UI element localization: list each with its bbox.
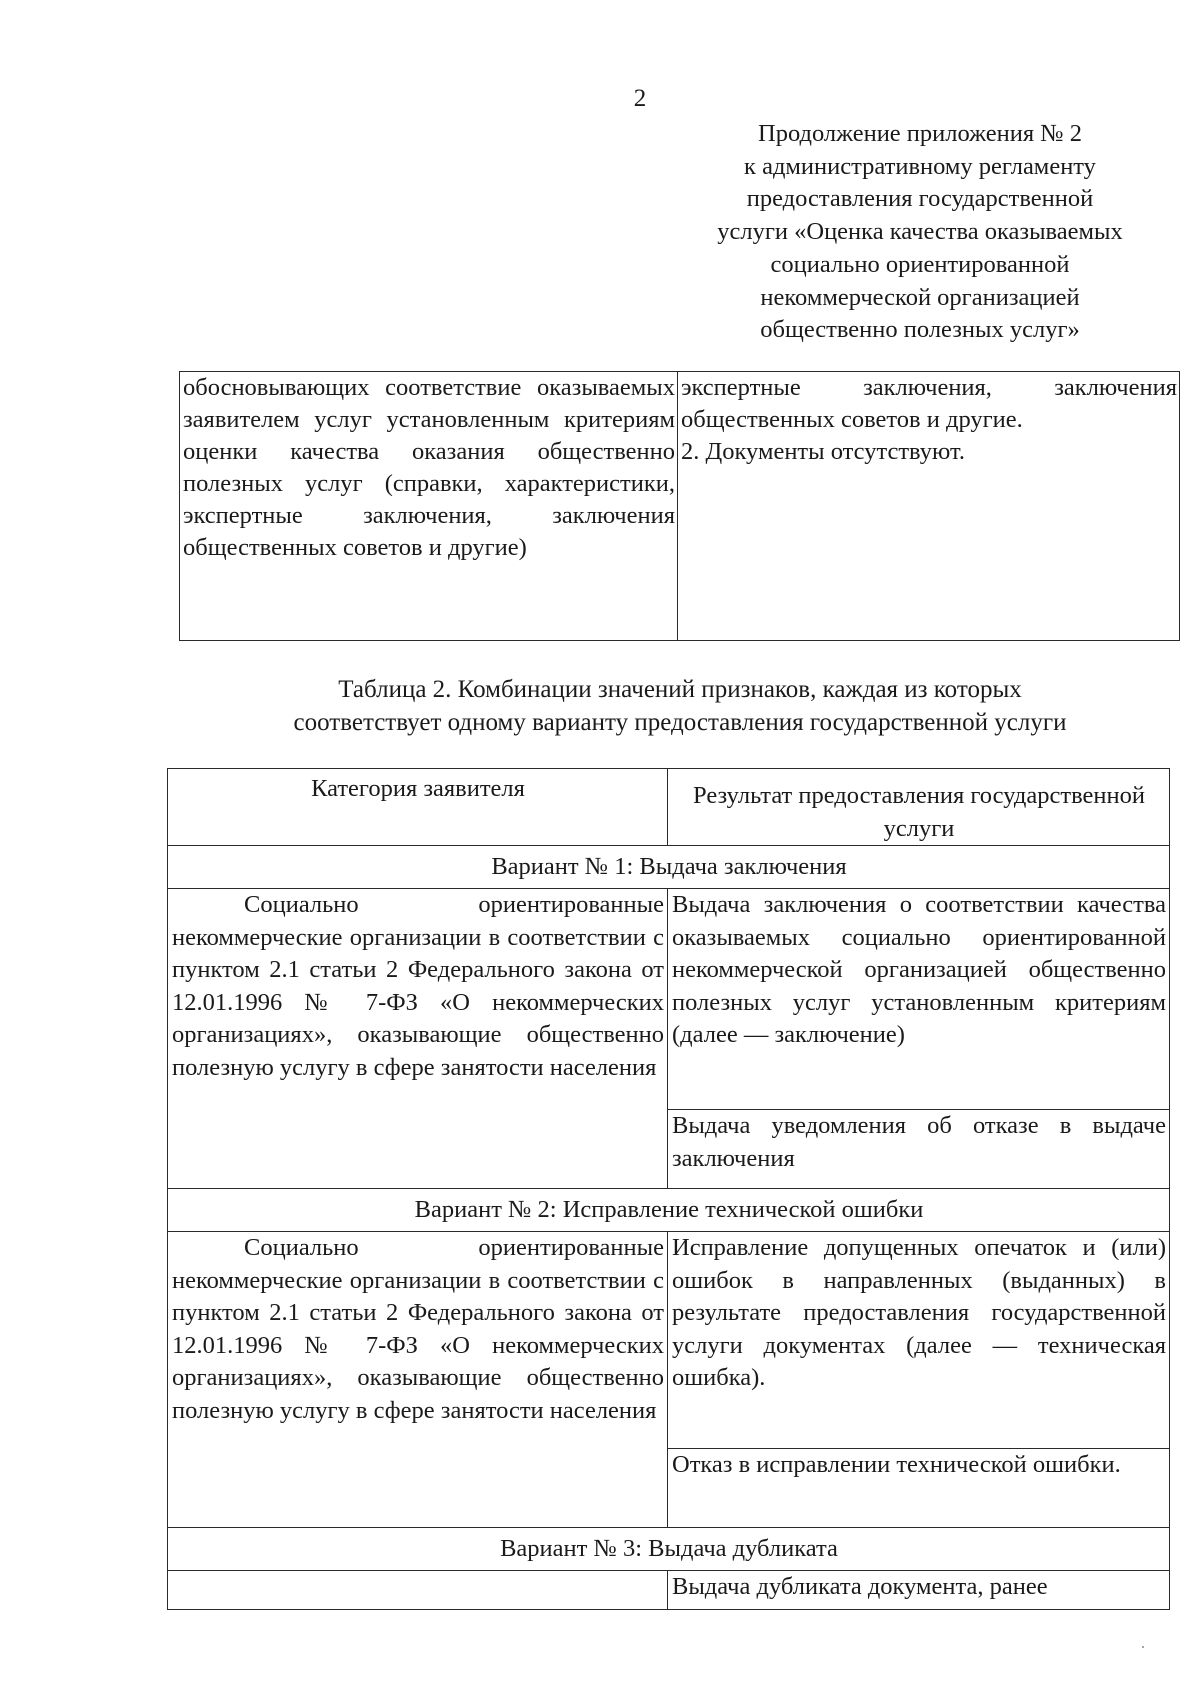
result-cell <box>668 1449 1170 1528</box>
applicant-category-cell <box>168 889 668 1189</box>
applicant-category-text: Социально ориентированные некоммерческие организации в соответствии с пунктом 2.1 статьи 2 Федерального закона от 12.01.1996 № 7-ФЗ «О некоммерческих организациях», оказывающие общественно полезную услугу в сфере занятости населения <box>172 891 664 1081</box>
appendix-line: Продолжение приложения № 2 <box>758 120 1082 147</box>
appendix-line: услуги «Оценка качества оказываемых <box>717 218 1123 246</box>
appendix-line: социально ориентированной <box>770 250 1070 278</box>
documents-left-cell <box>180 372 678 641</box>
applicant-category-cell <box>168 1232 668 1528</box>
documents-left-text: обосновывающих соответствие оказываемых заявителем услуг установленным критериям оценки качества оказания общественно полезных услуг (справки, характеристики, экспертные заключения, заключения общественных советов и другие) <box>183 374 675 561</box>
table-row <box>168 1232 1170 1449</box>
result-cell <box>668 889 1170 1110</box>
documents-right-cell <box>678 372 1180 641</box>
appendix-line: общественно полезных услуг» <box>760 316 1080 344</box>
caption-line: Таблица 2. Комбинации значений признаков, каждая из которых <box>338 676 1022 703</box>
applicant-category-cell <box>168 1571 668 1610</box>
result-text: Выдача дубликата документа, ранее <box>672 1573 1048 1600</box>
table-row <box>168 1571 1170 1610</box>
scan-speck <box>1142 1646 1144 1648</box>
result-cell <box>668 1232 1170 1449</box>
variant-row <box>168 1528 1170 1571</box>
documents-right-text: 2. Документы отсутствуют. <box>681 438 965 465</box>
documents-right-text: экспертные заключения, заключения общественных советов и другие. <box>681 374 1177 433</box>
result-cell <box>668 1110 1170 1189</box>
table-row <box>180 372 1180 641</box>
applicant-category-text: Социально ориентированные некоммерческие организации в соответствии с пунктом 2.1 статьи 2 Федерального закона от 12.01.1996 № 7-ФЗ «О некоммерческих организациях», оказывающие общественно полезную услугу в сфере занятости населения <box>172 1234 664 1424</box>
table-caption <box>180 673 1180 739</box>
variant-title: Вариант № 2: Исправление технической ошибки <box>168 1189 1170 1232</box>
caption-line: соответствует одному варианту предоставления государственной услуги <box>293 709 1067 736</box>
page-number: 2 <box>633 85 647 112</box>
appendix-line: некоммерческой организацией <box>760 283 1080 311</box>
variant-row <box>168 1189 1170 1232</box>
table-row <box>168 889 1170 1110</box>
variant-row <box>168 846 1170 889</box>
result-text: Выдача уведомления об отказе в выдаче заключения <box>672 1112 1166 1172</box>
column-header-result: Результат предоставления государственной услуги <box>668 769 1170 846</box>
variant-title: Вариант № 3: Выдача дубликата <box>168 1528 1170 1571</box>
result-text: Исправление допущенных опечаток и (или) ошибок в направленных (выданных) в результате предоставления государственной услуги документах (далее — техническая ошибка). <box>672 1234 1166 1391</box>
appendix-line: к административному регламенту <box>744 152 1096 180</box>
result-text: Выдача заключения о соответствии качества оказываемых социально ориентированной некоммерческой организацией общественно полезных услуг установленным критериям (далее — заключение) <box>672 891 1166 1048</box>
column-header-category: Категория заявителя <box>168 769 668 846</box>
appendix-line: предоставления государственной <box>746 185 1094 213</box>
documents-table-continuation <box>179 371 1180 641</box>
table-header-row <box>168 769 1170 846</box>
variant-title: Вариант № 1: Выдача заключения <box>168 846 1170 889</box>
variants-table <box>167 768 1170 1610</box>
appendix-header <box>660 118 1180 347</box>
result-cell <box>668 1571 1170 1610</box>
result-text: Отказ в исправлении технической ошибки. <box>672 1451 1121 1478</box>
